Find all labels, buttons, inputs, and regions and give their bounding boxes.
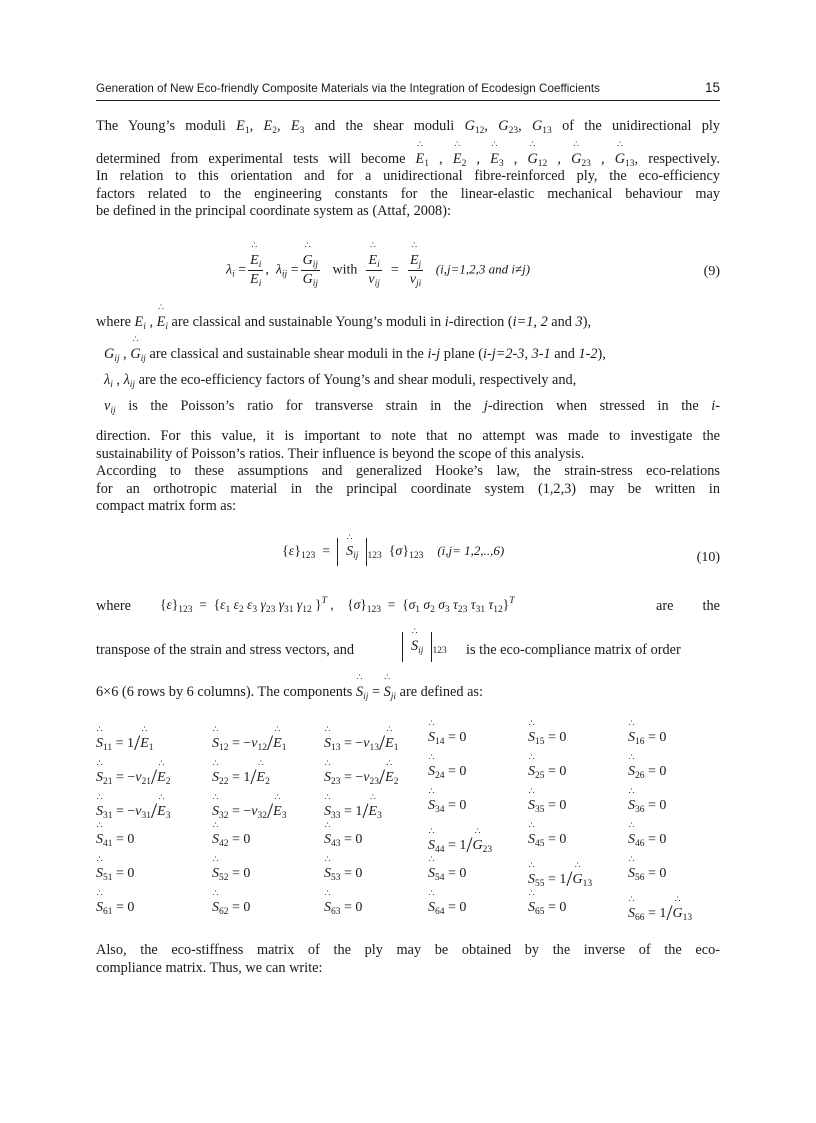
matrix-row: [96, 724, 720, 758]
matrix-component: ∴ $S_{25} = 0$: [528, 764, 566, 780]
equation-10-body: $\{\varepsilon\}_{123}$ = ∴ $S_{ij}$ $_{123}$ $\{\sigma\}_{123}$ (i,j= 1,2,..,6): [282, 538, 504, 566]
equation-9-number: (9): [703, 264, 720, 279]
where-definitions: [96, 314, 720, 415]
header-title: Generation of New Eco-friendly Composite Materials via the Integration of Ecodesign Coefficients: [96, 82, 601, 95]
page-number: 15: [704, 80, 720, 95]
matrix-row: [96, 894, 720, 928]
matrix-component: ∴ $S_{24} = 0$: [428, 764, 466, 780]
definition-young: where $E_i$ , ∴ $E_i$ are classical and sustainable Young’s moduli in i-direction (i=1, 2 and 3),: [96, 314, 720, 332]
equation-10-condition: (i,j= 1,2,..,6): [437, 543, 505, 559]
matrix-component: ∴ $S_{62} = 0$: [212, 900, 250, 916]
compliance-components: [96, 724, 720, 928]
equation-10: [96, 534, 720, 584]
intro-paragraph: [96, 118, 720, 221]
matrix-component: ∴ $S_{32}$ = $-\nu_{32}/\therefore$ $E_3$: [212, 798, 286, 824]
matrix-component: ∴ $S_{64} = 0$: [428, 900, 466, 916]
matrix-component: ∴ $S_{16} = 0$: [628, 730, 666, 746]
matrix-component: ∴ $S_{55}$ = 1/∴ $G_{13}$: [528, 866, 592, 892]
intro-line-1: The Young’s moduli $E_1$, $E_2$, $E_3$ and the shear moduli $G_{12}$, $G_{23}$, $G_{13}$ of the unidirectional ply: [96, 118, 721, 136]
matrix-component: ∴ $S_{12}$ = $-\nu_{12}/\therefore$ $E_1$: [212, 730, 286, 756]
equation-9-body: $\lambda_i$ = ∴ $\frac{E_i}{E_i}$ , $\lambda_{ij}$ = ∴ $\frac{G_{ij}}{G_{ij}}$ with ∴ $\frac{E_i}{\nu_{ij}}$ = ∴ $\frac{E_j}{\nu_{ji}}$ (i,j=1,2,3 and i≠j): [226, 252, 530, 289]
matrix-component: ∴ $S_{45} = 0$: [528, 832, 566, 848]
matrix-component: ∴ $S_{21}$ = $-\nu_{21}/\therefore$ $E_2$: [96, 764, 170, 790]
vectors-expression: $\{\varepsilon\}_{123} = \{\varepsilon_1$ $\varepsilon_2$ $\varepsilon_3$ $\gamma_{23}$ $\gamma_{31}$ $\gamma_{12}$ }$^T$ , $\{\sigma\}_{123} = \{\sigma_1$ $\sigma_2$ $\sigma_3$ $\tau_{23}$ $\tau_{31}$ $\tau_{12}\}^T$: [160, 596, 515, 615]
closing-paragraph: [96, 942, 720, 977]
matrix-component: ∴ $S_{36} = 0$: [628, 798, 666, 814]
matrix-row: [96, 860, 720, 894]
para2-line-5: compact matrix form as:: [96, 498, 237, 514]
para2-line-4: for an orthotropic material in the principal coordinate system (1,2,3) may be written in: [96, 480, 720, 497]
matrix-row: [96, 758, 720, 792]
matrix-component: ∴ $S_{26} = 0$: [628, 764, 666, 780]
running-header: [96, 80, 720, 101]
matrix-component: ∴ $S_{51} = 0$: [96, 866, 134, 882]
para2-line-2: sustainability of Poisson’s ratios. Their influence is beyond the scope of this analysis.: [96, 445, 585, 462]
matrix-component: ∴ $S_{34} = 0$: [428, 798, 466, 814]
matrix-row: [96, 792, 720, 826]
matrix-component: ∴ $S_{13}$ = $-\nu_{13}/\therefore$ $E_1$: [324, 730, 398, 756]
matrix-component: ∴ $S_{56} = 0$: [628, 866, 666, 882]
definition-poisson: $\nu_{ij}$ is the Poisson’s ratio for transverse strain in the j-direction when stressed in the i-: [104, 397, 720, 416]
matrix-component: ∴ $S_{46} = 0$: [628, 832, 666, 848]
intro-line-5: be defined in the principal coordinate system as (Attaf, 2008):: [96, 203, 451, 219]
matrix-component: ∴ $S_{43} = 0$: [324, 832, 362, 848]
para2-line-1: direction. For this value, it is important to note that no attempt was made to investigate the: [96, 428, 720, 444]
matrix-component: ∴ $S_{15} = 0$: [528, 730, 566, 746]
para2-line-3: According to these assumptions and generalized Hooke’s law, the strain-stress eco-relations: [96, 463, 720, 479]
intro-line-4: factors related to the engineering constants for the linear-elastic mechanical behaviour may: [96, 185, 720, 202]
matrix-component: ∴ $S_{22}$ = 1/∴ $E_2$: [212, 764, 270, 790]
equation-9: [96, 250, 720, 300]
equation-9-with: with: [332, 262, 358, 278]
matrix-component: ∴ $S_{66}$ = 1/∴ $G_{13}$: [628, 900, 692, 926]
vectors-line: where $\{\varepsilon\}_{123} = \{\varepsilon_1$ $\varepsilon_2$ $\varepsilon_3$ $\gamma_{23}$ $\gamma_{31}$ $\gamma_{12}$ }$^T$ , $\{\sigma\}_{123} = \{\sigma_1$ $\sigma_2$ $\sigma_3$ $\tau_{23}$ $\tau_{31}$ $\tau_{12}\}^T$ are the: [96, 596, 720, 615]
matrix-component: ∴ $S_{35} = 0$: [528, 798, 566, 814]
equation-10-number: (10): [696, 550, 720, 565]
matrix-component: ∴ $S_{14} = 0$: [428, 730, 466, 746]
matrix-component: ∴ $S_{42} = 0$: [212, 832, 250, 848]
closing-line-2: compliance matrix. Thus, we can write:: [96, 959, 323, 976]
matrix-component: ∴ $S_{44}$ = 1/∴ $G_{23}$: [428, 832, 492, 858]
paragraph-2: [96, 428, 720, 516]
intro-line-2: determined from experimental tests will become ∴ $E_1$ , ∴ $E_2$ , ∴ $E_3$ , ∴ $G_{12}$ , ∴ $G_{23}$ , ∴ $G_{13}$, respectively.: [96, 151, 720, 169]
compliance-matrix-symbol: ∴ $S_{ij}$ $_{123}$: [402, 632, 447, 662]
definition-lambda: $\lambda_i$ , $\lambda_{ij}$ are the eco-efficiency factors of Young’s and shear moduli, respectively and,: [104, 372, 577, 390]
matrix-component: ∴ $S_{52} = 0$: [212, 866, 250, 882]
matrix-component: ∴ $S_{65} = 0$: [528, 900, 566, 916]
components-line: 6×6 (6 rows by 6 columns). The components ∴ $S_{ij}$ = ∴ $S_{ji}$ are defined as:: [96, 684, 720, 708]
matrix-component: ∴ $S_{31}$ = $-\nu_{31}/\therefore$ $E_3$: [96, 798, 170, 824]
where-vectors: [96, 596, 720, 708]
equation-9-condition: (i,j=1,2,3 and i≠j): [435, 261, 531, 277]
matrix-row: [96, 826, 720, 860]
closing-line-1: Also, the eco-stiffness matrix of the ply may be obtained by the inverse of the eco-: [96, 942, 720, 958]
matrix-component: ∴ $S_{33}$ = 1/∴ $E_3$: [324, 798, 382, 824]
transpose-line: transpose of the strain and stress vectors, and ∴ $S_{ij}$ $_{123}$ is the eco-compliance matrix of order: [96, 632, 720, 672]
matrix-component: ∴ $S_{61} = 0$: [96, 900, 134, 916]
definition-shear: $G_{ij}$ , ∴ $G_{ij}$ are classical and sustainable shear moduli in the i-j plane (i-j=2-3, 3-1 and 1-2),: [96, 346, 720, 364]
matrix-component: ∴ $S_{11}$ = 1/∴ $E_1$: [96, 730, 154, 756]
intro-line-3: In relation to this orientation and for a unidirectional fibre-reinforced ply, the eco-efficiency: [96, 168, 720, 184]
matrix-component: ∴ $S_{53} = 0$: [324, 866, 362, 882]
matrix-component: ∴ $S_{63} = 0$: [324, 900, 362, 916]
matrix-component: ∴ $S_{54} = 0$: [428, 866, 466, 882]
matrix-component: ∴ $S_{23}$ = $-\nu_{23}/\therefore$ $E_2$: [324, 764, 398, 790]
matrix-component: ∴ $S_{41} = 0$: [96, 832, 134, 848]
